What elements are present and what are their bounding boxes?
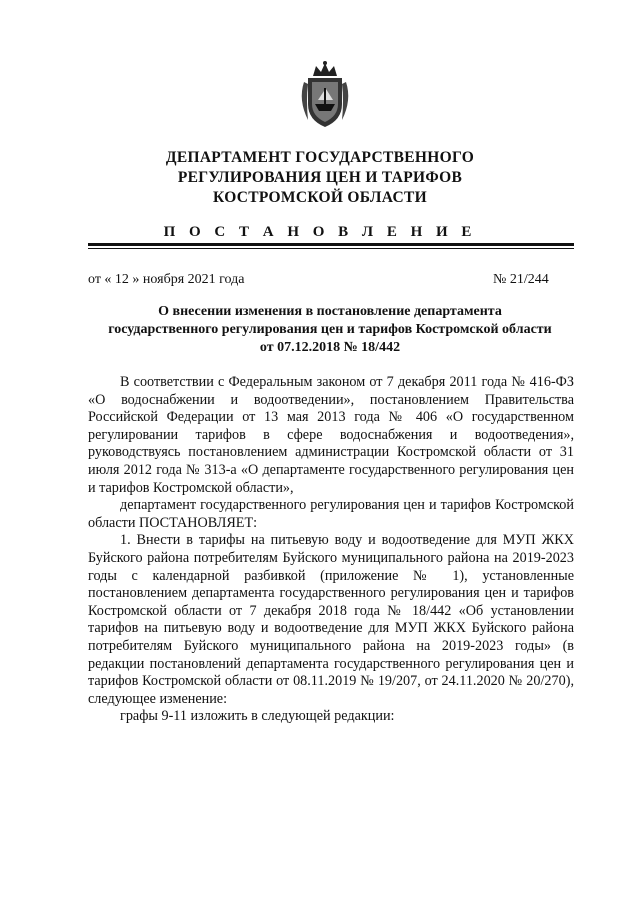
document-date: от « 12 » ноября 2021 года (88, 272, 245, 287)
columns-paragraph: графы 9-11 изложить в следующей редакции: (120, 708, 395, 725)
document-subject (80, 303, 580, 357)
clause-1-paragraph: 1. Внести в тарифы на питьевую воду и водоотведение для МУП ЖКХ Буйского района потребителям Буйского муниципального района на 2019-2023 годы с календарной разбивкой (приложение № 1), установленные постановлением департамента государственного регулирования цен и тарифов Костромской области от 7 декабря 2018 года № 18/442 «Об установлении тарифов на питьевую воду и водоотведение для МУП ЖКХ Буйского района потребителям Буйского муниципального района на 2019-2023 годы» (в редакции постановлений департамента государственного регулирования цен и тарифов Костромской области от 08.11.2019 № 19/207, от 24.11.2020 № 20/270), следующее изменение: (88, 532, 574, 707)
resolution-paragraph: департамент государственного регулирования цен и тарифов Костромской области ПОСТАНОВЛЯЕТ: (88, 497, 574, 531)
department-name-line: РЕГУЛИРОВАНИЯ ЦЕН И ТАРИФОВ (177, 169, 463, 186)
subject-line: О внесении изменения в постановление департамента (158, 304, 502, 319)
header-divider-thick (88, 243, 574, 246)
department-name (0, 148, 640, 208)
subject-line: государственного регулирования цен и тарифов Костромской области (108, 322, 552, 337)
department-name-line: ДЕПАРТАМЕНТ ГОСУДАРСТВЕННОГО (165, 149, 475, 166)
document-type-title: П О С Т А Н О В Л Е Н И Е (163, 224, 477, 240)
subject-line: от 07.12.2018 № 18/442 (259, 340, 401, 355)
document-number: № 21/244 (493, 272, 549, 287)
document-body (88, 374, 574, 726)
department-name-line: КОСТРОМСКОЙ ОБЛАСТИ (213, 189, 427, 206)
header-divider-thin (88, 248, 574, 249)
preamble-paragraph: В соответствии с Федеральным законом от 7 декабря 2011 года № 416-ФЗ «О водоснабжении и водоотведении», постановлением Правительства Российской Федерации от 13 мая 2013 года № 406 «О государственном регулировании тарифов в сфере водоснабжения и водоотведения», руководствуясь постановлением администрации Костромской области от 31 июля 2012 года № 313-а «О департаменте государственного регулирования цен и тарифов Костромской области», (88, 374, 574, 496)
coat-of-arms-icon (296, 60, 354, 130)
